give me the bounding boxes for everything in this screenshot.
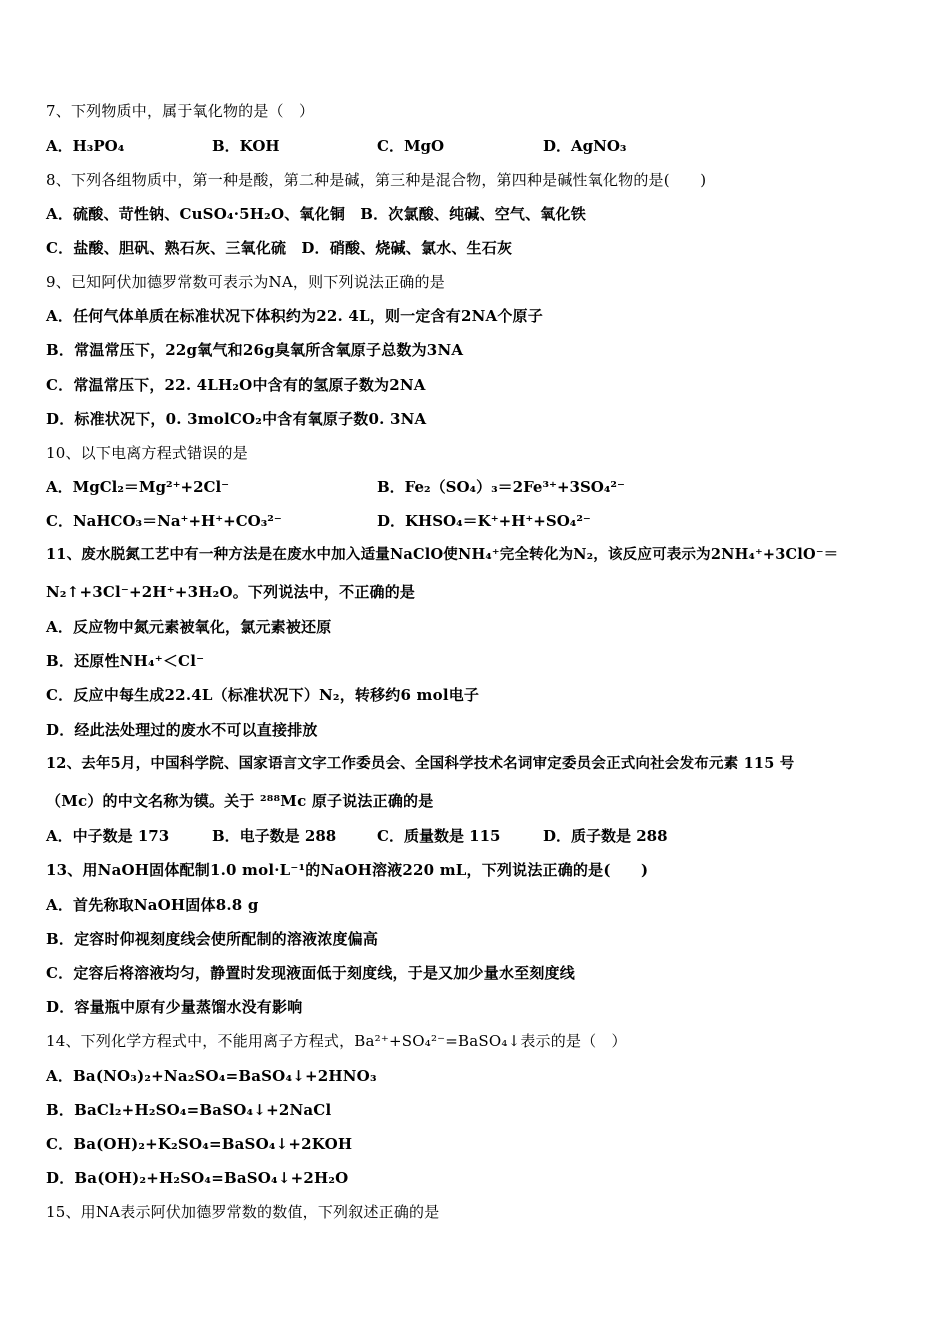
q13-option-a: A．首先称取NaOH固体8.8 g	[46, 896, 259, 914]
q12-stem-line1: 12、去年5月，中国科学院、国家语言文字工作委员会、全国科学技术名词审定委员会正式向社会发布元素 115 号	[46, 755, 795, 772]
q9-option-d: D．标准状况下，0. 3molCO₂中含有氧原子数0. 3NA	[46, 410, 427, 428]
q12-option-b: B．电子数是 288	[212, 827, 337, 845]
q13-option-b: B．定容时仰视刻度线会使所配制的溶液浓度偏高	[46, 930, 379, 948]
q7-option-b: B．KOH	[212, 137, 280, 155]
q11-option-b: B．还原性NH₄⁺＜Cl⁻	[46, 652, 205, 670]
q14-stem: 14、下列化学方程式中，不能用离子方程式，Ba²⁺+SO₄²⁻=BaSO₄↓表示的是（ ）	[46, 1032, 627, 1050]
q12-option-c: C．质量数是 115	[377, 827, 501, 845]
q9-option-c: C．常温常压下，22. 4LH₂O中含有的氢原子数为2NA	[46, 376, 426, 394]
q11-stem-line2: N₂↑+3Cl⁻+2H⁺+3H₂O。下列说法中，不正确的是	[46, 583, 416, 601]
q7-stem: 7、下列物质中，属于氧化物的是（ ）	[46, 102, 315, 120]
q11-option-d: D．经此法处理过的废水不可以直接排放	[46, 721, 318, 739]
q7-option-d: D．AgNO₃	[543, 137, 627, 155]
q14-option-a: A．Ba(NO₃)₂+Na₂SO₄=BaSO₄↓+2HNO₃	[46, 1067, 377, 1085]
q9-option-a: A．任何气体单质在标准状况下体积约为22. 4L，则一定含有2NA个原子	[46, 307, 543, 325]
q11-option-a: A．反应物中氮元素被氧化，氯元素被还原	[46, 618, 332, 636]
q13-stem: 13、用NaOH固体配制1.0 mol·L⁻¹的NaOH溶液220 mL，下列说法正确的是( )	[46, 861, 649, 879]
q11-stem-line1: 11、废水脱氮工艺中有一种方法是在废水中加入适量NaClO使NH₄⁺完全转化为N₂，该反应可表示为2NH₄⁺+3ClO⁻＝	[46, 546, 839, 563]
q7-option-a: A．H₃PO₄	[46, 137, 125, 155]
q9-option-b: B．常温常压下，22g氧气和26g臭氧所含氧原子总数为3NA	[46, 341, 464, 359]
q12-stem-line2: （Mc）的中文名称为镆。关于 ²⁸⁸Mc 原子说法正确的是	[46, 792, 434, 810]
q11-option-c: C．反应中每生成22.4L（标准状况下）N₂，转移约6 mol电子	[46, 686, 480, 704]
q10-option-d: D．KHSO₄＝K⁺+H⁺+SO₄²⁻	[377, 512, 591, 530]
q14-option-b: B．BaCl₂+H₂SO₄=BaSO₄↓+2NaCl	[46, 1101, 332, 1119]
q8-options-cd: C．盐酸、胆矾、熟石灰、三氧化硫 D．硝酸、烧碱、氯水、生石灰	[46, 239, 513, 257]
q7-option-c: C．MgO	[377, 137, 445, 155]
q13-option-d: D．容量瓶中原有少量蒸馏水没有影响	[46, 998, 303, 1016]
q10-option-c: C．NaHCO₃＝Na⁺+H⁺+CO₃²⁻	[46, 512, 282, 530]
q14-option-d: D．Ba(OH)₂+H₂SO₄=BaSO₄↓+2H₂O	[46, 1169, 349, 1187]
q15-stem: 15、用NA表示阿伏加德罗常数的数值，下列叙述正确的是	[46, 1203, 440, 1221]
q10-option-a: A．MgCl₂＝Mg²⁺+2Cl⁻	[46, 478, 230, 496]
q10-option-b: B．Fe₂（SO₄）₃＝2Fe³⁺+3SO₄²⁻	[377, 478, 625, 496]
q8-options-ab: A．硫酸、苛性钠、CuSO₄·5H₂O、氧化铜 B．次氯酸、纯碱、空气、氧化铁	[46, 205, 586, 223]
q9-stem: 9、已知阿伏加德罗常数可表示为NA，则下列说法正确的是	[46, 273, 445, 291]
q12-option-d: D．质子数是 288	[543, 827, 668, 845]
q10-stem: 10、以下电离方程式错误的是	[46, 444, 248, 462]
q8-stem: 8、下列各组物质中，第一种是酸，第二种是碱，第三种是混合物，第四种是碱性氧化物的是( )	[46, 171, 707, 189]
q14-option-c: C．Ba(OH)₂+K₂SO₄=BaSO₄↓+2KOH	[46, 1135, 353, 1153]
q13-option-c: C．定容后将溶液均匀，静置时发现液面低于刻度线，于是又加少量水至刻度线	[46, 964, 575, 982]
q12-option-a: A．中子数是 173	[46, 827, 170, 845]
